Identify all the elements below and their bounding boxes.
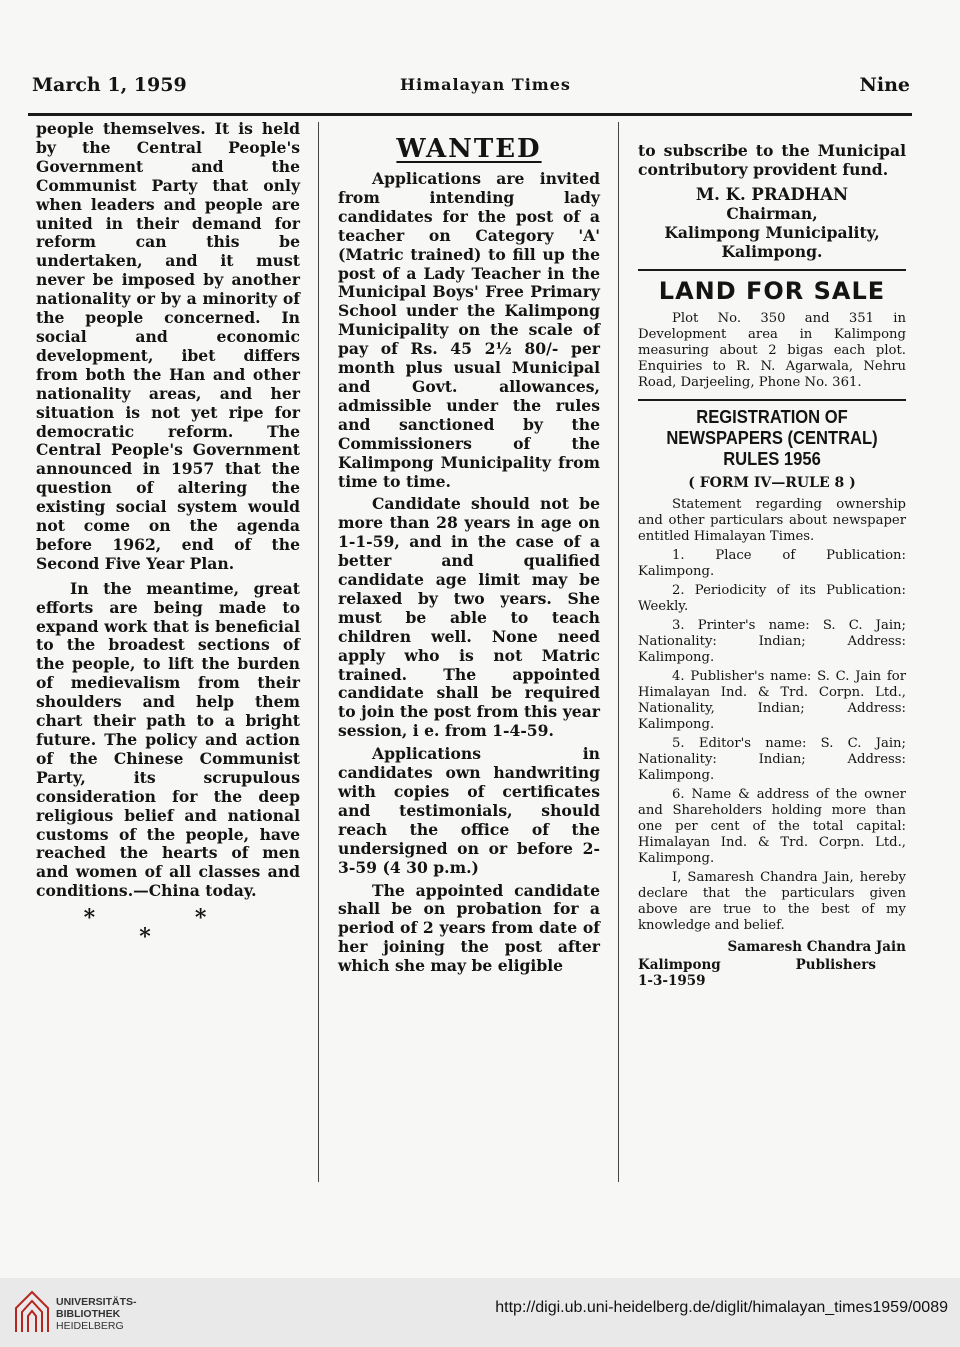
column-notices xyxy=(638,120,906,989)
ad-continuation: to subscribe to the Municipal contributory provident fund. xyxy=(638,141,906,179)
signatory-title: Chairman, xyxy=(726,203,818,223)
ad-paragraph: Candidate should not be more than 28 years in age on 1-1-59, and in the case of a better and qualified candidate age limit may be relaxed by two years. She must be able to teach children well. None need apply who is not Matric trained. The appointed candidate shall be required to join the post from this year session, i e. from 1-4-59. xyxy=(338,494,600,741)
statement-item: 3. Printer's name: S. C. Jain; Nationality: Indian; Address: Kalimpong. xyxy=(638,618,906,666)
column-wanted-ad xyxy=(338,120,600,976)
column-divider-2 xyxy=(618,122,619,1182)
statement-item: 5. Editor's name: S. C. Jain; Nationality: Indian; Address: Kalimpong. xyxy=(638,736,906,784)
publisher-date: 1-3-1959 xyxy=(638,973,706,990)
signatory-name: M. K. PRADHAN xyxy=(695,184,849,204)
publisher-signature: Samaresh Chandra Jain xyxy=(727,939,906,956)
column-divider-1 xyxy=(318,122,319,1182)
signatory-place: Kalimpong. xyxy=(721,241,823,261)
ad-paragraph: Applications in candidates own handwriting with copies of certificates and testimonials, should reach the office of the undersigned on or before 2-3-59 (4 30 p.m.) xyxy=(338,744,600,877)
issue-date: March 1, 1959 xyxy=(32,74,187,96)
form-label: ( FORM IV—RULE 8 ) xyxy=(688,475,856,492)
page-header xyxy=(30,74,910,104)
land-for-sale-text: Plot No. 350 and 351 in Development area in Kalimpong measuring about 2 bigas each plot. Enquiries to R. N. Agarwala, Nehru Road, Darjeeling, Phone No. 361. xyxy=(638,311,906,391)
separator-stars: * * * xyxy=(83,905,253,951)
statement-text: Statement regarding ownership and other particulars about newspaper entitled Himalayan Times. xyxy=(638,497,906,545)
page-number: Nine xyxy=(859,74,910,96)
declaration-text: I, Samaresh Chandra Jain, hereby declare that the particulars given above are true to the best of my knowledge and belief. xyxy=(638,870,906,934)
article-paragraph: people themselves. It is held by the Central People's Government and the Communist Party that only when leaders and people are united in their demand for reform can this be undertaken, and it must never be imposed by another nationality or by a minority of the people concerned. In social and economic development, ibet differs from both the Han and other nationality areas, and her situation is not yet ripe for democratic reform. The Central People's Government announced in 1957 that the question of altering the existing social system would not come on the agenda before 1962, end of the Second Five Year Plan. xyxy=(36,119,300,573)
masthead-title: Himalayan Times xyxy=(400,75,571,94)
section-rule xyxy=(638,399,906,401)
statement-item: 2. Periodicity of its Publication: Weekly. xyxy=(638,583,906,615)
publisher-role: Publishers xyxy=(795,957,876,974)
section-rule xyxy=(638,269,906,271)
statement-item: 4. Publisher's name: S. C. Jain for Himalayan Ind. & Trd. Corpn. Ltd., Nationality, Indian; Address: Kalimpong. xyxy=(638,669,906,733)
statement-item: 6. Name & address of the owner and Shareholders holding more than one per cent of the total capital: Himalayan Ind. & Trd. Corpn. Ltd., Kalimpong. xyxy=(638,787,906,867)
ad-paragraph: Applications are invited from intending lady candidates for the post of a teacher on Category 'A' (Matric trained) to fill up the post of a Lady Teacher in the Municipal Boys' Free Primary School under the Kalimpong Municipality on the scale of pay of Rs. 45 2½ 80/- per month plus usual Municipal and Govt. allowances, admissible under the rules and sanctioned by the Commissioners of the Kalimpong Municipality from time to time. xyxy=(338,169,600,491)
source-url: http://digi.ub.uni-heidelberg.de/diglit/himalayan_times1959/0089 xyxy=(495,1299,948,1316)
article-paragraph: In the meantime, great efforts are being made to expand work that is beneficial to the broadest sections of the people, to lift the burden of medievalism from their shoulders and help them chart their path to a bright future. The policy and action of the Chinese Communist Party, its scrupulous consideration for the deep religious belief and national customs of the people, have reached the hearts of men and women of all classes and conditions.—China today. xyxy=(36,578,300,901)
wanted-heading: WANTED xyxy=(396,134,542,164)
library-name-line: UNIVERSITÄTS- xyxy=(56,1296,137,1308)
library-name-line: BIBLIOTHEK xyxy=(56,1308,121,1320)
ad-paragraph: The appointed candidate shall be on probation for a period of 2 years from date of her joining the post after which she may be eligible xyxy=(338,880,600,976)
publisher-place: Kalimpong xyxy=(638,957,721,974)
column-article xyxy=(36,119,300,951)
library-name xyxy=(56,1296,137,1332)
header-rule xyxy=(28,113,912,116)
library-name-line: HEIDELBERG xyxy=(56,1320,124,1332)
publisher-place-role xyxy=(638,957,906,973)
statement-item: 1. Place of Publication: Kalimpong. xyxy=(638,548,906,580)
university-library-logo-icon xyxy=(12,1288,52,1336)
registration-heading: REGISTRATION OF NEWSPAPERS (CENTRAL) RULES 1956 xyxy=(666,407,878,470)
land-for-sale-heading: LAND FOR SALE xyxy=(658,277,886,306)
signatory-org: Kalimpong Municipality, xyxy=(664,222,880,242)
